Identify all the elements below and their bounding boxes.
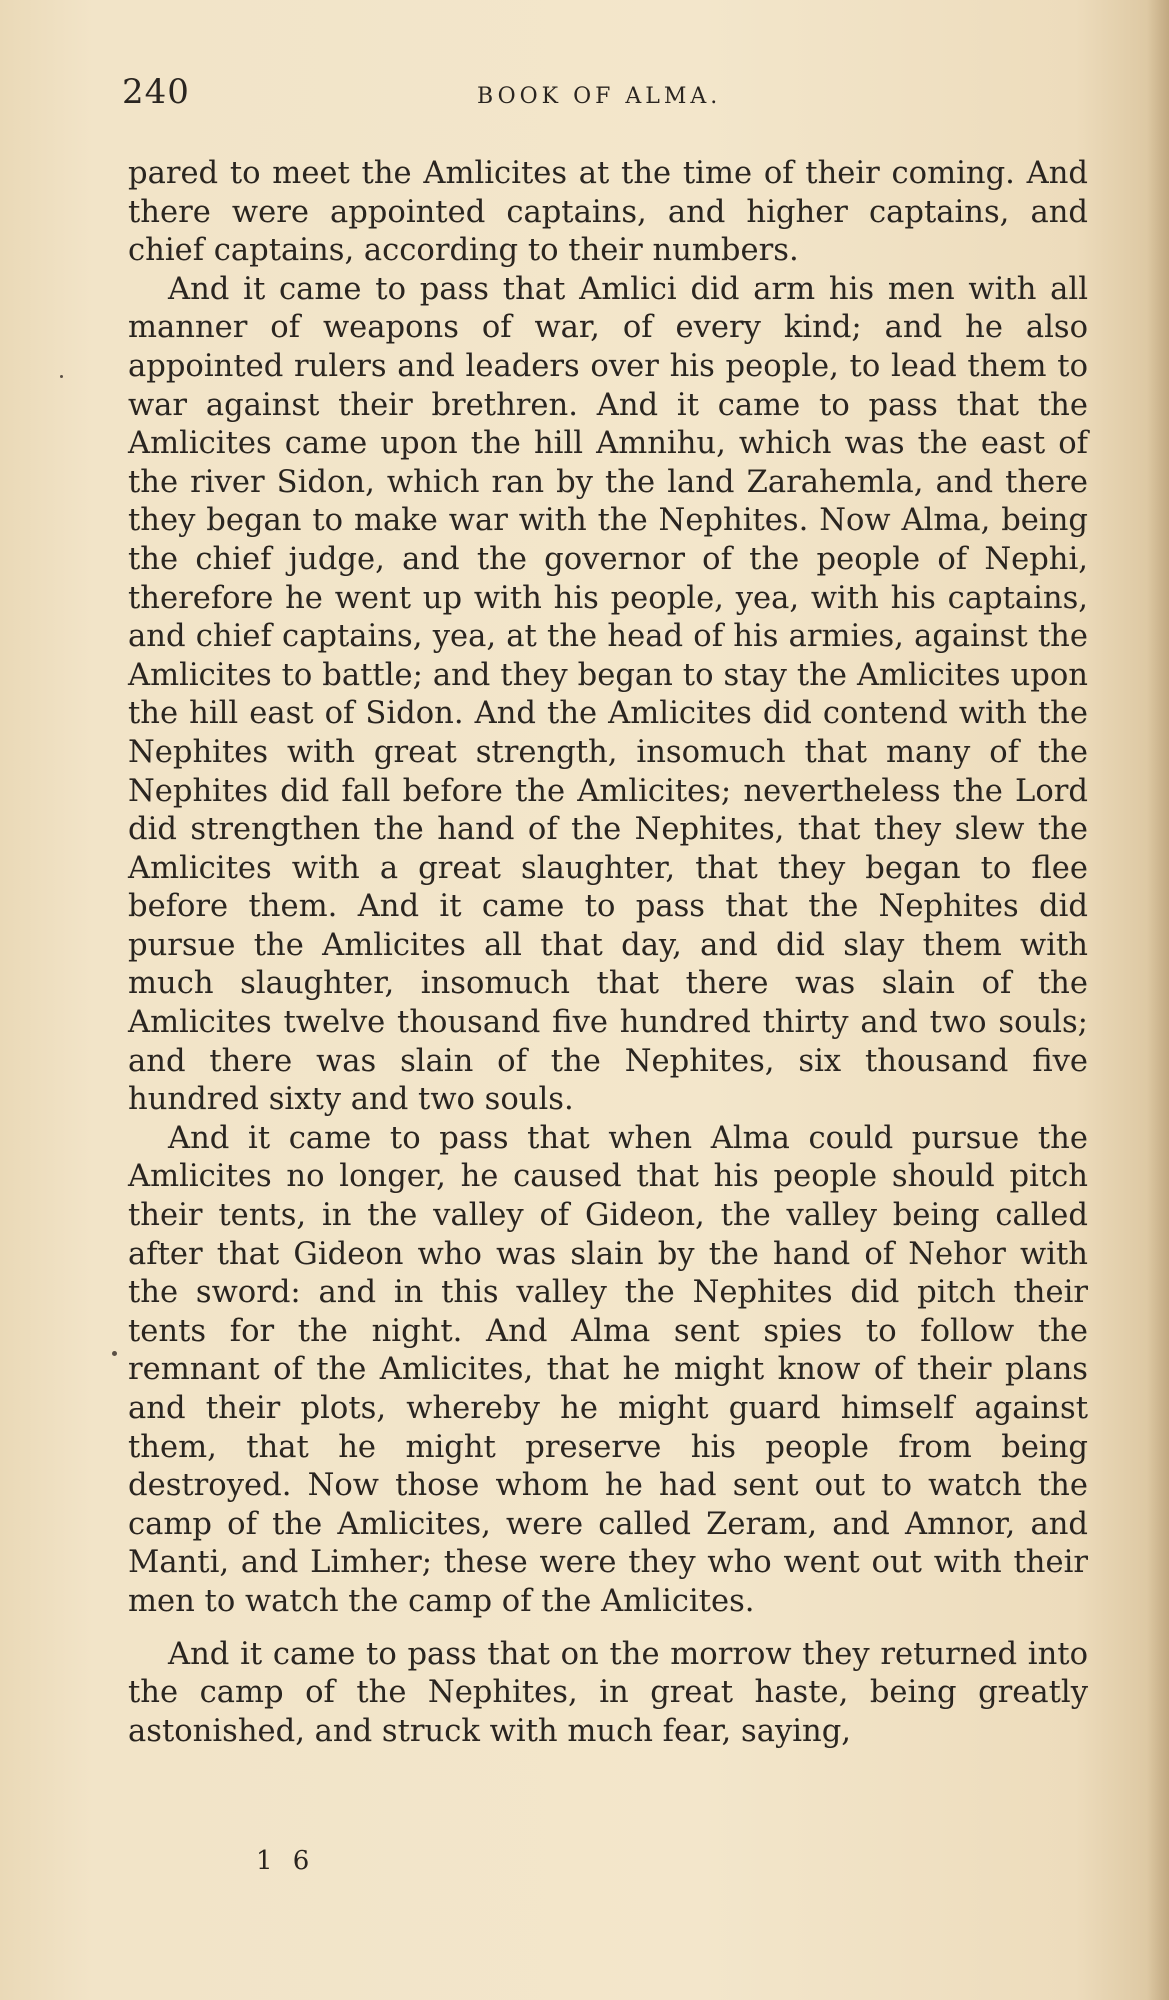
running-title: BOOK OF ALMA. — [477, 84, 722, 109]
page-edge-shadow — [1147, 0, 1169, 2000]
paragraph-return-to-camp: And it came to pass that on the morrow they returned into the camp of the Nephites, in great haste, being greatly astonished, and struck with much fear, saying, — [128, 1636, 1088, 1749]
page-header — [122, 72, 1102, 122]
page-number: 240 — [122, 72, 190, 112]
paragraph-continuation: pared to meet the Amlicites at the time of their coming. And there were appointed captains, and higher captains, and chief captains, according to their numbers. — [128, 156, 1088, 269]
paragraph-valley-of-gideon: And it came to pass that when Alma could pursue the Amlicites no longer, he caused that his people should pitch their tents, in the valley of Gideon, the valley being called after that Gideon who was slain by the hand of Nehor with the sword: and in this valley the Nephites did pitch their tents for the night. And Alma sent spies to follow the remnant of the Amlicites, that he might know of their plans and their plots, whereby he might guard himself against them, that he might preserve his people from being destroyed. Now those whom he had sent out to watch the camp of the Amlicites, were called Zeram, and Amnor, and Manti, and Limher; these were they who went out with their men to watch the camp of the Amlicites. — [128, 1120, 1088, 1619]
margin-speck — [112, 1351, 117, 1356]
margin-speck — [60, 375, 63, 378]
paragraph-amlici-battle: And it came to pass that Amlici did arm his men with all manner of weapons of war, of every kind; and he also appointed rulers and leaders over his people, to lead them to war against their brethren. And it came to pass that the Amlicites came upon the hill Amnihu, which was the east of the river Sidon, which ran by the land Zarahemla, and there they began to make war with the Nephites. Now Alma, being the chief judge, and the governor of the people of Nephi, therefore he went up with his people, yea, with his captains, and chief captains, yea, at the head of his armies, against the Amlicites to battle; and they began to stay the Amlicites upon the hill east of Sidon. And the Amlicites did contend with the Nephites with great strength, insomuch that many of the Nephites did fall before the Amlicites; nevertheless the Lord did strengthen the hand of the Nephites, that they slew the Amlicites with a great slaughter, that they began to flee before them. And it came to pass that the Nephites did pursue the Amlicites all that day, and did slay them with much slaughter, insomuch that there was slain of the Amlicites twelve thousand five hundred thirty and two souls; and there was slain of the Nephites, six thousand five hundred sixty and two souls. — [128, 271, 1088, 1118]
body-text — [128, 155, 1088, 1751]
signature-mark: 1 6 — [256, 1846, 316, 1876]
